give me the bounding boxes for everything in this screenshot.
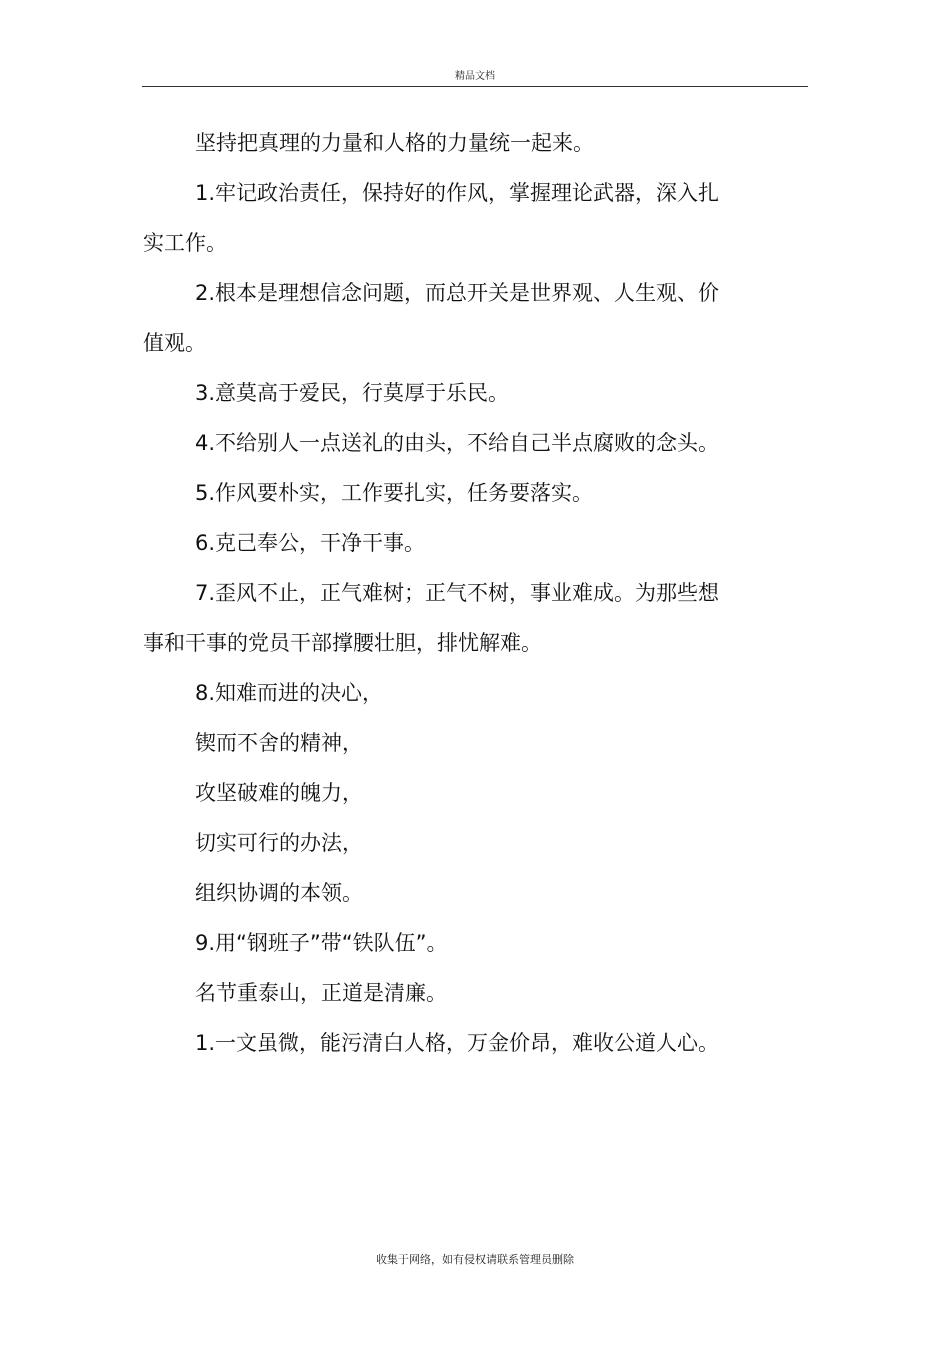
paragraph-item-8-line-2: 锲而不舍的精神， — [195, 731, 363, 755]
paragraph-item-1: 1.牢记政治责任，保持好的作风，掌握理论武器，深入扎实工作。 — [143, 181, 720, 255]
paragraph-item-8-line-5: 组织协调的本领。 — [195, 881, 363, 905]
header-text: 精品文档 — [455, 71, 495, 82]
paragraph-item-6: 6.克己奉公，干净干事。 — [195, 531, 426, 555]
paragraph-item-7: 7.歪风不止，正气难树；正气不树，事业难成。为那些想事和干事的党员干部撑腰壮胆，排忧解难。 — [143, 581, 720, 655]
section-heading: 名节重泰山，正道是清廉。 — [195, 981, 447, 1005]
page-header — [142, 64, 808, 87]
paragraph-item-8-line-4: 切实可行的办法， — [195, 831, 363, 855]
document-body — [143, 118, 723, 1068]
paragraph-item-8-line-3: 攻坚破难的魄力， — [195, 781, 363, 805]
paragraph-item-2: 2.根本是理想信念问题，而总开关是世界观、人生观、价值观。 — [143, 281, 720, 355]
paragraph-intro: 坚持把真理的力量和人格的力量统一起来。 — [195, 131, 594, 155]
paragraph-item-8: 8.知难而进的决心， — [195, 681, 384, 705]
paragraph-section-item-1: 1.一文虽微，能污清白人格，万金价昂，难收公道人心。 — [195, 1031, 720, 1055]
paragraph-item-4: 4.不给别人一点送礼的由头，不给自己半点腐败的念头。 — [195, 431, 720, 455]
paragraph-item-5: 5.作风要朴实，工作要扎实，任务要落实。 — [195, 481, 594, 505]
paragraph-item-9: 9.用“钢班子”带“铁队伍”。 — [195, 931, 448, 955]
paragraph-item-3: 3.意莫高于爱民，行莫厚于乐民。 — [195, 381, 510, 405]
page-footer: 收集于网络，如有侵权请联系管理员删除 — [376, 1253, 574, 1266]
